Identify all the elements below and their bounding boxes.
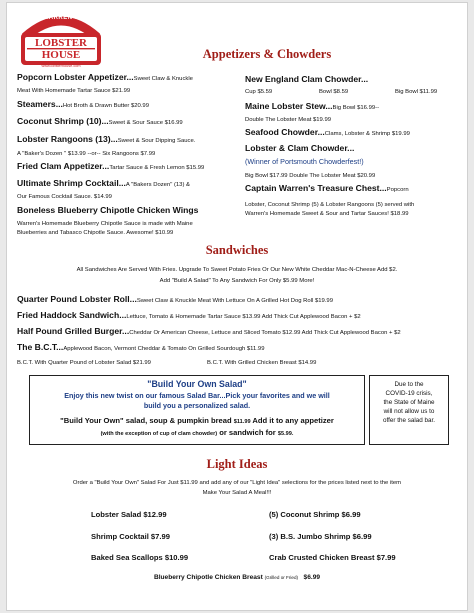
- seafood-chowder-item: Seafood Chowder...Clams, Lobster & Shrimp $19.99: [245, 127, 410, 137]
- popcorn-lobster-item: Popcorn Lobster Appetizer...Sweet Claw & Knuckle: [17, 72, 193, 82]
- shrimp-cocktail-line2: Our Famous Cocktail Sauce. $14.99: [17, 194, 112, 200]
- maine-lobster-stew-item: Maine Lobster Stew...Big Bowl $16.99--: [245, 101, 380, 111]
- maine-lobster-stew-line2: Double The Lobster Meat $19.99: [245, 117, 332, 123]
- appetizers-title: Appetizers & Chowders: [202, 47, 332, 61]
- popcorn-lobster-line2: Meat With Homemade Tartar Sauce $21.99: [17, 88, 131, 94]
- chipotle-wings-line3: Blueberries and Tabasco Chipotle Sauce. Awesome! $10.99: [17, 230, 174, 236]
- ne-clam-chowder-item: New England Clam Chowder...: [245, 74, 369, 84]
- logo-url: www.lobsterhouse.com: [41, 64, 81, 68]
- sandwiches-intro-2: Add "Build A Salad" To Any Sandwich For Only $5.99 More!: [159, 278, 315, 284]
- coconut-shrimp-item: Coconut Shrimp (10)...Sweet & Sour Sauce $16.99: [17, 116, 183, 126]
- logo-top-text: WARREN'S: [42, 15, 80, 21]
- covid-note-text: Due to the COVID-19 crisis, the State of Maine will not allow us to offer the salad bar.: [382, 381, 436, 424]
- light-item-coconut-shrimp: (5) Coconut Shrimp $6.99: [269, 510, 361, 519]
- light-item-lobster-salad: Lobster Salad $12.99: [91, 510, 167, 519]
- salad-line-4: (with the exception of cup of clam chowder) or sandwich for $5.99.: [100, 428, 294, 437]
- logo-main-text-2: HOUSE: [41, 49, 81, 61]
- light-item-baked-scallops: Baked Sea Scallops $10.99: [91, 553, 189, 562]
- lobster-clam-chowder-item: Lobster & Clam Chowder...: [245, 143, 355, 153]
- light-ideas-title: Light Ideas: [206, 457, 268, 471]
- logo-main-text-1: LOBSTER: [35, 37, 87, 49]
- lobster-clam-chowder-prices: Big Bowl $17.99 Double The Lobster Meat $20.99: [245, 173, 376, 179]
- steamers-item: Steamers...Hot Broth & Drawn Butter $20.99: [17, 99, 149, 109]
- chipotle-wings-line2: Warren's Homemade Blueberry Chipotle Sauce is made with Maine: [17, 221, 193, 227]
- chipotle-wings-item: Boneless Blueberry Chipotle Chicken Wings: [17, 205, 199, 215]
- salad-title: "Build Your Own Salad": [147, 379, 247, 389]
- build-your-own-salad-box: [29, 375, 365, 445]
- light-ideas-intro-2: Make Your Salad A Meal!!!: [202, 490, 272, 496]
- salad-line-3: "Build Your Own" salad, soup & pumpkin bread $11.99 Add it to any appetizer: [60, 416, 334, 425]
- covid-note-box: [369, 375, 449, 445]
- menu-page: [6, 2, 468, 611]
- salad-line-2: build you a personalized salad.: [143, 401, 251, 410]
- salad-line-1: Enjoy this new twist on our famous Salad Bar...Pick your favorites and we will: [64, 391, 330, 400]
- light-item-crab-chicken: Crab Crusted Chicken Breast $7.99: [269, 553, 396, 562]
- ne-clam-chowder-prices: Cup $5.59 Bowl $8.59 Big Bowl $11.99: [245, 89, 438, 95]
- lobster-rangoons-line2: A "Baker's Dozen " $13.99 --or-- Six Rangoons $7.99: [17, 151, 156, 157]
- light-item-shrimp-cocktail: Shrimp Cocktail $7.99: [91, 532, 170, 541]
- light-item-blueberry-chicken: Blueberry Chipotle Chicken Breast (Grilled or Fried) $6.99: [153, 574, 321, 581]
- sandwiches-title: Sandwiches: [205, 243, 269, 257]
- treasure-chest-line2: Lobster, Coconut Shrimp (5) & Lobster Rangoons (5) served with: [245, 202, 415, 208]
- fried-clam-item: Fried Clam Appetizer...Tartar Sauce & Fresh Lemon $15.99: [17, 161, 205, 171]
- shrimp-cocktail-item: Ultimate Shrimp Cocktail...A "Bakers Dozen" (13) &: [17, 178, 190, 188]
- sandwiches-intro-1: All Sandwiches Are Served With Fries. Upgrade To Sweet Potato Fries Or Our New White Cheddar Mac-N-Cheese Add $2.: [76, 267, 398, 273]
- burger-item: Half Pound Grilled Burger...Cheddar Or American Cheese, Lettuce and Sliced Tomato $12.99 Add Thick Cut Applewood Bacon + $2: [17, 326, 401, 336]
- lobster-rangoons-item: Lobster Rangoons (13)...Sweet & Sour Dipping Sauce.: [17, 134, 196, 144]
- lobster-roll-item: Quarter Pound Lobster Roll...Sweet Claw & Knuckle Meat With Lettuce On A Grilled Hot Dog Roll $19.99: [17, 294, 333, 304]
- bct-options: B.C.T. With Quarter Pound of Lobster Salad $21.99 B.C.T. With Grilled Chicken Breast $14.99: [17, 360, 317, 366]
- haddock-sandwich-item: Fried Haddock Sandwich...Lettuce, Tomato & Homemade Tartar Sauce $13.99 Add Thick Cut Applewood Bacon + $2: [17, 310, 361, 320]
- treasure-chest-item: Captain Warren's Treasure Chest...Popcorn: [245, 183, 409, 193]
- treasure-chest-line3: Warren's Homemade Sweet & Sour and Tartar Sauces! $18.99: [245, 211, 409, 217]
- light-item-jumbo-shrimp: (3) B.S. Jumbo Shrimp $6.99: [269, 532, 372, 541]
- light-ideas-intro-1: Order a "Build Your Own" Salad For Just $11.99 and add any of our "Light Idea" selections for the prices listed next to the item: [72, 480, 402, 486]
- bct-item: The B.C.T...Applewood Bacon, Vermont Cheddar & Tomato On Grilled Sourdough $11.99: [17, 342, 265, 352]
- chowderfest-winner: (Winner of Portsmouth Chowderfest!): [245, 157, 364, 166]
- lobster-house-logo: [15, 7, 107, 73]
